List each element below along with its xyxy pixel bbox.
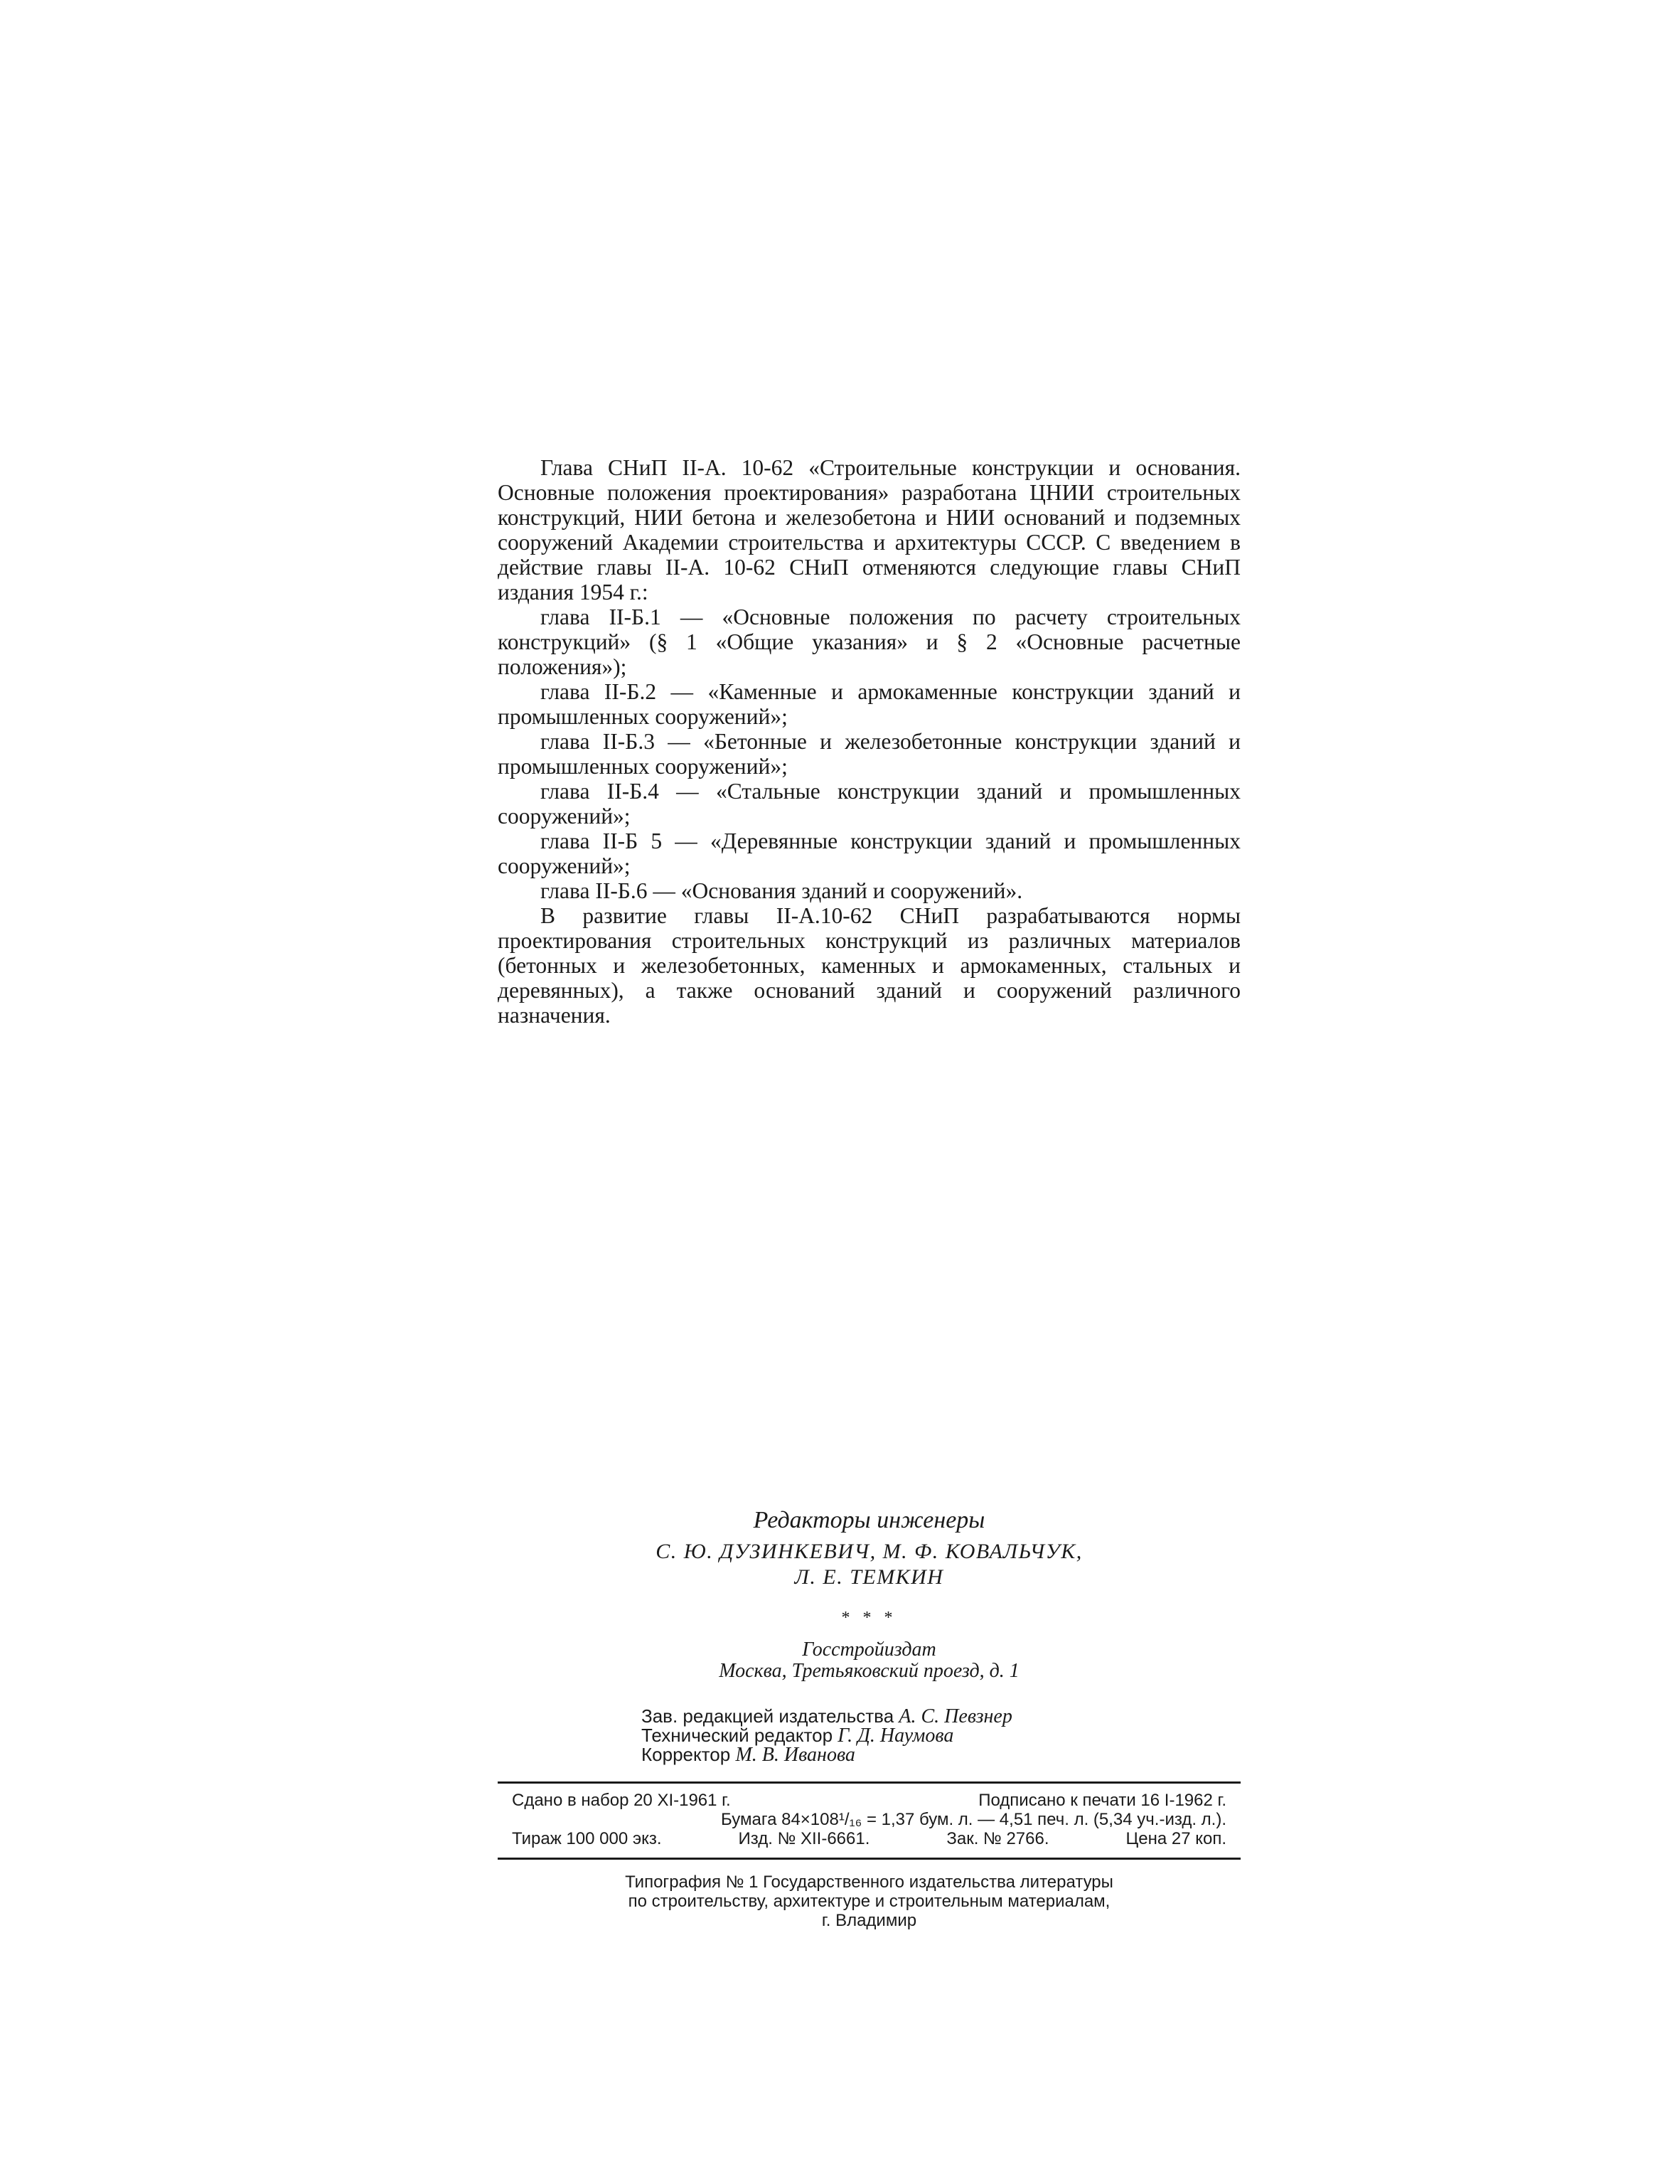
repealed-chapter-item: глава II-Б 5 — «Деревянные конструкции зданий и промышленных сооружений»; <box>498 829 1241 878</box>
staff-role: Технический редактор <box>641 1725 833 1746</box>
imprint-line <box>512 1791 1226 1810</box>
staff-name: М. В. Иванова <box>735 1744 855 1766</box>
imprint-typeset-date: Сдано в набор 20 XI-1961 г. <box>512 1791 731 1810</box>
imprint-line <box>512 1829 1226 1848</box>
intro-paragraph: Глава СНиП II-А. 10-62 «Строительные конструкции и основания. Основные положения проектирования» разработана ЦНИИ строительных конструкций, НИИ бетона и железобетона и НИИ оснований и подземных сооружений Академии строительства и архитектуры СССР. С введением в действие главы II-А. 10-62 СНиП отменяются следующие главы СНиП издания 1954 г.: <box>498 455 1241 604</box>
staff-name: А. С. Певзнер <box>899 1705 1012 1727</box>
printer-line1: Типография № 1 Государственного издательства литературы <box>625 1873 1113 1892</box>
publisher-address: Москва, Третьяковский проезд, д. 1 <box>719 1660 1020 1682</box>
staff-role: Корректор <box>641 1744 731 1765</box>
imprint-print-run: Тираж 100 000 экз. <box>512 1829 662 1848</box>
staff-row <box>641 1726 1012 1745</box>
editors-credits <box>498 1506 1241 1590</box>
repealed-chapter-item: глава II-Б.1 — «Основные положения по расчету строительных конструкций» (§ 1 «Общие указания» и § 2 «Основные расчетные положения»); <box>498 604 1241 679</box>
editors-names-line1: С. Ю. ДУЗИНКЕВИЧ, М. Ф. КОВАЛЬЧУК, <box>656 1540 1083 1563</box>
imprint-line <box>512 1810 1226 1829</box>
editors-title: Редакторы инженеры <box>753 1507 985 1533</box>
printer-line2: по строительству, архитектуре и строительным материалам, <box>628 1892 1111 1911</box>
staff-row <box>641 1707 1012 1726</box>
staff-role: Зав. редакцией издательства <box>641 1705 894 1727</box>
publisher-name: Госстройиздат <box>802 1639 936 1661</box>
closing-paragraph: В развитие главы II-А.10-62 СНиП разрабатываются нормы проектирования строительных конструкций из различных материалов (бетонных и железобетонных, каменных и армокаменных, стальных и деревянных), а также оснований зданий и сооружений различного назначения. <box>498 903 1241 1028</box>
publisher-block <box>498 1639 1241 1682</box>
repealed-chapter-item: глава II-Б.4 — «Стальные конструкции зданий и промышленных сооружений»; <box>498 779 1241 829</box>
separator-stars: * * * <box>841 1609 897 1627</box>
imprint-top-rule <box>498 1781 1241 1784</box>
repealed-chapter-item: глава II-Б.2 — «Каменные и армокаменные конструкции зданий и промышленных сооружений»; <box>498 679 1241 729</box>
imprint-signed-date: Подписано к печати 16 I-1962 г. <box>978 1791 1226 1810</box>
repealed-chapter-item: глава II-Б.6 — «Основания зданий и сооружений». <box>540 878 1023 903</box>
imprint-edition-number: Изд. № XII-6661. <box>738 1829 870 1848</box>
staff-name: Г. Д. Наумова <box>838 1725 954 1747</box>
staff-list <box>641 1707 1012 1764</box>
main-text-block <box>498 455 1241 1028</box>
printer-block <box>498 1873 1241 1930</box>
imprint-order-number: Зак. № 2766. <box>946 1829 1049 1848</box>
staff-row <box>641 1745 1012 1764</box>
imprint-paper: Бумага 84×108¹/₁₆ = 1,37 бум. л. — 4,51 печ. л. (5,34 уч.-изд. л.). <box>721 1810 1226 1829</box>
editors-names-line2: Л. Е. ТЕМКИН <box>794 1565 944 1589</box>
imprint-price: Цена 27 коп. <box>1125 1829 1226 1848</box>
imprint-block <box>512 1791 1226 1848</box>
printer-line3: г. Владимир <box>821 1911 917 1930</box>
imprint-bottom-rule <box>498 1858 1241 1860</box>
repealed-chapter-item: глава II-Б.3 — «Бетонные и железобетонные конструкции зданий и промышленных сооружений»; <box>498 729 1241 779</box>
